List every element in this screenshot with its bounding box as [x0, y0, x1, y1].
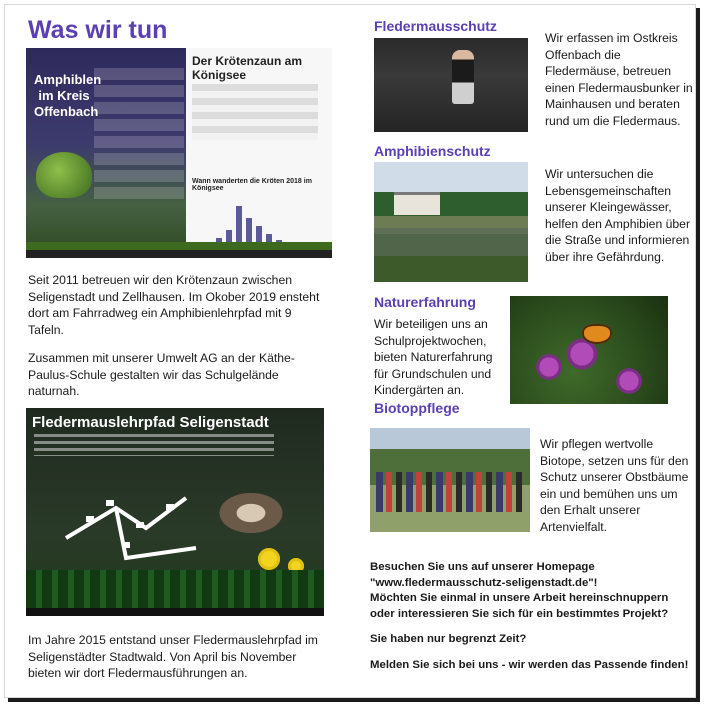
paragraph-naturerfahrung: Wir beteiligen uns an Schulprojektwochen, bieten Naturerfahrung für Grundschulen und Kindergärten an. [374, 317, 493, 397]
heading-fledermausschutz: Fledermausschutz [374, 18, 497, 34]
text-biotoppflege [540, 436, 690, 535]
thistle-flower [534, 352, 564, 382]
paragraph-fledermausschutz: Wir erfassen im Ostkreis Offenbach die Fledermäuse, betreuen einen Fledermausbunker in Mainhausen und beraten rund um die Fledermaus. [545, 31, 693, 128]
poster-left-title: Amphiblen im Kreis Offenbach [34, 72, 102, 119]
frog-icon [36, 152, 92, 198]
fledermauslehrpfad-poster [26, 408, 324, 616]
heading-amphibienschutz: Amphibienschutz [374, 143, 491, 159]
closing-line: Sie haben nur begrenzt Zeit? [370, 633, 527, 645]
paragraph-amphibienschutz: Wir untersuchen die Lebensgemeinschaften unserer Kleingewässer, helfen den Amphibien über die Straße und informieren über ihre Gefährdung. [545, 167, 691, 264]
poster2-title: Fledermauslehrpfad Seligenstadt [32, 414, 269, 431]
photo-kleingewaesser [374, 162, 528, 282]
homepage-link[interactable]: "www.fledermausschutz-seligenstadt.de"! [370, 576, 598, 589]
poster-right-panel [186, 48, 332, 258]
poster-chart [196, 188, 316, 249]
thistle-flower [614, 366, 644, 396]
paragraph-fledermauslehrpfad: Im Jahre 2015 entstand unser Fledermauslehrpfad im Seligenstädter Stadtwald. Von April bis November bieten wir dort Fledermausführungen an. [28, 633, 318, 680]
closing-line: Melden Sie sich bei uns - wir werden das Passende finden! [370, 658, 689, 671]
text-naturerfahrung [374, 316, 508, 399]
poster-chart-title: Wann wanderten die Kröten 2018 im Königsee [192, 178, 312, 192]
poster2-trees [26, 570, 324, 608]
poster-footer-strip [26, 250, 332, 258]
poster-left-panel [26, 48, 186, 258]
poster-data-table [192, 84, 318, 140]
butterfly-icon [582, 324, 612, 344]
text-kroetenzaun [28, 272, 328, 338]
page-title: Was wir tun [28, 16, 168, 44]
poster2-text-lines [34, 434, 274, 456]
photo-obstwiese [370, 428, 530, 532]
bat-icon [196, 478, 306, 548]
poster2-footer-strip [26, 608, 324, 616]
closing-line: oder interessieren Sie sich für ein bestimmtes Projekt? [370, 607, 669, 620]
photo-water [374, 228, 528, 256]
paragraph-kroetenzaun: Seit 2011 betreuen wir den Krötenzaun zwischen Seligenstadt und Zellhausen. Im Okober 2019 ensteht dort am Fahrradweg ein Amphibienlehrpfad mit 9 Tafeln. [28, 273, 320, 337]
poster-title: Der Krötenzaun am Königsee [192, 54, 303, 82]
heading-biotoppflege: Biotoppflege [374, 400, 460, 416]
text-amphibienschutz [545, 166, 695, 265]
text-fledermauslehrpfad [28, 632, 328, 682]
flower-icon [258, 548, 280, 570]
photo-house [394, 192, 440, 215]
text-schulgelaende [28, 350, 328, 400]
closing-line: Besuchen Sie uns auf unserer Homepage [370, 561, 595, 573]
closing-line: Möchten Sie einmal in unsere Arbeit hereinschnuppern [370, 592, 669, 604]
photo-schmetterling [510, 296, 668, 404]
photo-fledermausbunker [374, 38, 528, 132]
text-fledermausschutz [545, 30, 695, 129]
paragraph-schulgelaende: Zusammen mit unserer Umwelt AG an der Käthe-Paulus-Schule gestalten wir das Schulgelände naturnah. [28, 351, 295, 398]
paragraph-biotoppflege: Wir pflegen wertvolle Biotope, setzen uns für den Schutz unserer Obstbäume ein und bemühen uns um den Erhalt unserer Artenvielfalt. [540, 437, 689, 534]
photo-group [376, 472, 526, 512]
kroetenzaun-poster [26, 48, 332, 258]
heading-naturerfahrung: Naturerfahrung [374, 294, 476, 310]
photo-person [452, 50, 474, 104]
poster-text-lines [94, 68, 184, 204]
closing-block [370, 560, 696, 673]
